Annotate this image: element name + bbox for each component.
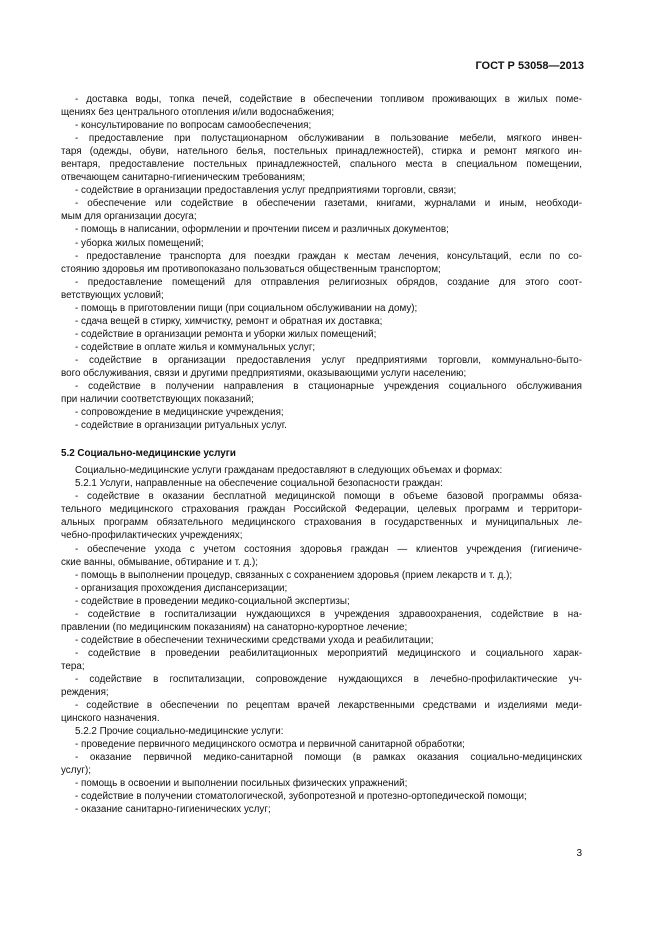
text-line: - содействие в госпитализации, сопровождение нуждающихся в лечебно-профилактические уч-	[75, 673, 582, 685]
text-line: - сдача вещей в стирку, химчистку, ремонт и обратная их доставка;	[75, 315, 383, 327]
text-line: чебно-профилактических учреждениях;	[61, 530, 243, 542]
text-line: - содействие в организации предоставления услуг предприятиями торговли, связи;	[75, 185, 457, 197]
document-body	[61, 93, 582, 816]
text-line: тера;	[61, 660, 85, 672]
text-line: - содействие в получении стоматологической, зубопротезной и протезно-ортопедической помощи;	[75, 791, 527, 803]
text-line: - содействие в обеспечении техническими средствами ухода и реабилитации;	[75, 634, 434, 646]
text-line: - проведение первичного медицинского осмотра и первичной санитарной обработки;	[75, 739, 465, 751]
text-line: - оказание первичной медико-санитарной помощи (в рамках оказания социально-медицинских	[75, 752, 582, 764]
text-line: - сопровождение в медицинские учреждения;	[75, 407, 284, 419]
text-line: ветствующих условий;	[61, 289, 164, 301]
text-line: - содействие в оплате жилья и коммунальных услуг;	[75, 341, 316, 353]
text-line: - обеспечение ухода с учетом состояния здоровья граждан — клиентов учреждения (гигиениче-	[75, 543, 582, 555]
text-line: - помощь в освоении и выполнении посильных физических упражнений;	[75, 778, 408, 790]
text-line: цинского назначения.	[61, 713, 160, 725]
text-line: - содействие в проведении медико-социальной экспертизы;	[75, 595, 350, 607]
text-line: - содействие в организации предоставления услуг предприятиями торговли, коммунально-быто-	[75, 354, 582, 366]
text-line: Социально-медицинские услуги гражданам предоставляют в следующих объемах и формах:	[75, 465, 503, 477]
text-line: - содействие в обеспечении по рецептам врачей лекарственными средствами и изделиями меди-	[75, 700, 582, 712]
section-heading: 5.2 Социально-медицинские услуги	[61, 448, 236, 460]
text-line: стоянию здоровья им противопоказано пользоваться общественным транспортом;	[61, 263, 441, 275]
text-line: - помощь в приготовлении пищи (при социальном обслуживании на дому);	[75, 302, 418, 314]
text-line: вентаря, предоставление постельных принадлежностей, спального места в специальном помещении,	[61, 159, 582, 171]
text-line: - уборка жилых помещений;	[75, 237, 204, 249]
text-line: - содействие в организации ремонта и уборки жилых помещений;	[75, 328, 377, 340]
text-line: при наличии соответствующих показаний;	[61, 394, 254, 406]
text-line: - обеспечение или содействие в обеспечении газетами, книгами, журналами и иным, необходи-	[75, 198, 582, 210]
text-line: - содействие в госпитализации нуждающихся в учреждения здравоохранения, содействие в на-	[75, 608, 582, 620]
text-line: альных программ обязательного медицинского страхования в государственных и муниципальных ле-	[61, 517, 582, 529]
text-line: - содействие в проведении реабилитационных мероприятий медицинского и социального харак-	[75, 647, 582, 659]
text-line: правлении (по медицинским показаниям) на санаторно-курортное лечение;	[61, 621, 408, 633]
text-line: - предоставление при полустационарном обслуживании в пользование мебели, мягкого инвен-	[75, 133, 582, 145]
text-line: - организация прохождения диспансеризации;	[75, 582, 288, 594]
text-line: - предоставление помещений для отправления религиозных обрядов, создание для этого соот-	[75, 276, 582, 288]
text-line: таря (одежды, обуви, нательного белья, постельных принадлежностей), стирка и ремонт мягкого ин-	[61, 146, 582, 158]
text-line: 5.2.1 Услуги, направленные на обеспечение социальной безопасности граждан:	[75, 478, 443, 490]
text-line: мым для организации досуга;	[61, 211, 197, 223]
text-line: вого обслуживания, связи и другими предприятиями, оказывающими услуги населению;	[61, 367, 467, 379]
text-line: - доставка воды, топка печей, содействие в обеспечении топливом проживающих в жилых поме-	[75, 94, 582, 105]
text-line: - оказание санитарно-гигиенических услуг;	[75, 804, 271, 816]
document-standard-header: ГОСТ Р 53058—2013	[475, 60, 584, 72]
text-line: - помощь в выполнении процедур, связанных с сохранением здоровья (прием лекарств и т. д.);	[75, 569, 513, 581]
text-line: услуг);	[61, 765, 92, 777]
text-line: - содействие в организации ритуальных услуг.	[75, 420, 287, 432]
text-line: - консультирование по вопросам самообеспечения;	[75, 120, 312, 132]
text-line: - содействие в получении направления в стационарные учреждения социального обслуживания	[75, 381, 582, 393]
text-line: - предоставление транспорта для поездки граждан к местам лечения, консультаций, если по со-	[75, 250, 582, 262]
services-list-section	[61, 93, 582, 432]
text-line: 5.2.2 Прочие социально-медицинские услуги:	[75, 726, 284, 738]
text-line: - помощь в написании, оформлении и прочтении писем и различных документов;	[75, 224, 449, 236]
text-line: отвечающем санитарно-гигиеническим требованиям;	[61, 172, 306, 184]
page-number: 3	[576, 848, 582, 859]
text-line: щениях без центрального отопления и/или водоснабжения;	[61, 107, 335, 119]
text-line: реждения;	[61, 687, 109, 699]
medical-services-section	[61, 464, 582, 816]
text-line: ские ванны, обмывание, обтирание и т. д.);	[61, 556, 258, 568]
text-line: тельного медицинского страхования граждан Российской Федерации, целевых программ и территори-	[61, 504, 582, 516]
text-line: - содействие в оказании бесплатной медицинской помощи в объеме базовой программы обяза-	[75, 491, 582, 503]
